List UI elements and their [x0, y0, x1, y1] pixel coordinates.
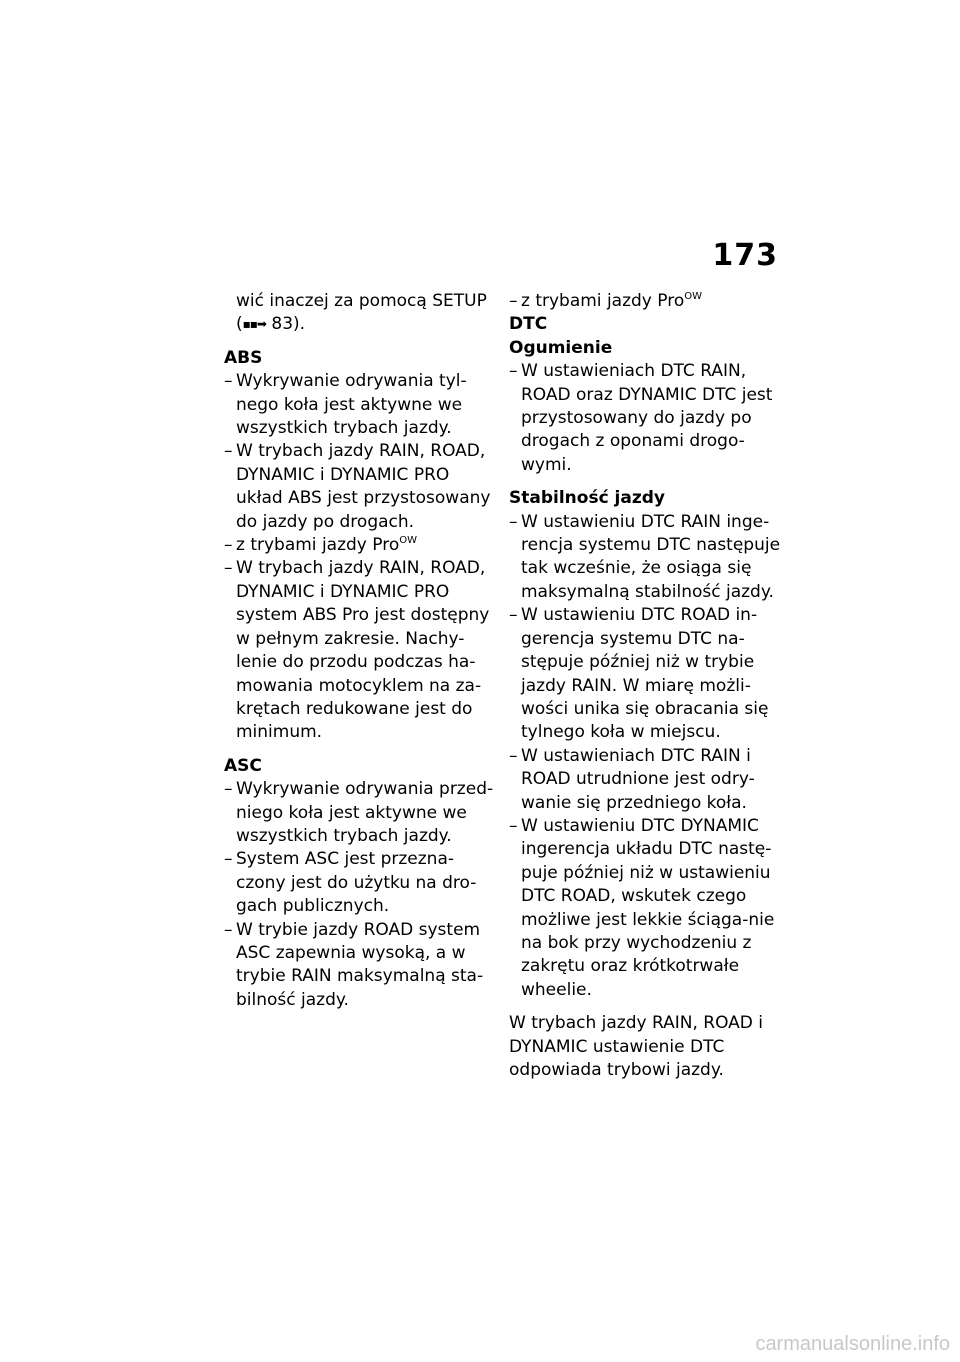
asc-heading: ASC	[224, 755, 262, 776]
watermark: carmanualsonline.info	[755, 1333, 950, 1355]
intro-line-2	[224, 313, 494, 336]
left-column	[224, 290, 494, 1012]
abs-pro-sup: OW	[399, 535, 417, 547]
abs-pro-condition	[224, 534, 494, 557]
dtc-pro-list	[509, 290, 781, 313]
abs-pro-list	[224, 534, 494, 745]
list-item: – W trybach jazdy RAIN, ROAD, DYNAMIC i DYNAMIC PRO system ABS Pro jest dostępny w pełnym zakresie. Nachy-lenie do przodu podczas ha-mowania motocyklem na za-krętach redukowane jest do minimum.	[224, 557, 494, 744]
stability-list	[509, 511, 781, 1003]
list-item: – W trybie jazdy ROAD system ASC zapewnia wysoką, a w trybie RAIN maksymalną sta-bilność jazdy.	[224, 919, 494, 1013]
dtc-heading: DTC	[509, 314, 548, 335]
list-item: – Wykrywanie odrywania tyl-nego koła jest aktywne we wszystkich trybach jazdy.	[224, 370, 494, 440]
list-item: – W ustawieniach DTC RAIN, ROAD oraz DYNAMIC DTC jest przystosowany do jazdy po drogach z oponami drogo-wymi.	[509, 360, 781, 477]
dtc-pro-sup: OW	[684, 291, 702, 302]
abs-heading: ABS	[224, 347, 263, 368]
tyres-heading: Ogumienie	[509, 337, 613, 358]
list-item: – W trybach jazdy RAIN, ROAD, DYNAMIC i DYNAMIC PRO układ ABS jest przystosowany do jazdy po drogach.	[224, 440, 494, 534]
dtc-pro-condition	[509, 290, 781, 313]
page-reference-arrow-icon: ▪▪➡	[242, 317, 266, 332]
asc-list	[224, 778, 494, 1012]
abs-list	[224, 370, 494, 534]
page-number: 173	[712, 238, 778, 273]
intro-open-paren: (	[236, 314, 243, 335]
list-item: – W ustawieniach DTC RAIN i ROAD utrudnione jest odry-wanie się przedniego koła.	[509, 745, 781, 815]
stability-heading: Stabilność jazdy	[509, 488, 666, 509]
list-item: – W ustawieniu DTC ROAD in-gerencja systemu DTC na-stępuje później niż w trybie jazdy RAIN. W miarę możli-wości unika się obracania się tylnego koła w miejscu.	[509, 604, 781, 744]
intro-page-ref[interactable]: 83).	[271, 314, 306, 335]
closing-paragraph: W trybach jazdy RAIN, ROAD i DYNAMIC ustawienie DTC odpowiada trybowi jazdy.	[509, 1013, 764, 1080]
intro-line-1: wić inaczej za pomocą SETUP	[236, 291, 487, 311]
list-item: – System ASC jest przezna-czony jest do użytku na dro-gach publicznych.	[224, 848, 494, 918]
list-item: – W ustawieniu DTC DYNAMIC ingerencja układu DTC nastę-puje później niż w ustawieniu DTC ROAD, wskutek czego możliwe jest lekkie ściąga-nie na bok przy wychodzeniu z zakrętu oraz krótkotrwałe wheelie.	[509, 815, 781, 1002]
right-column	[509, 290, 781, 1082]
list-item: – W ustawieniu DTC RAIN inge-rencja systemu DTC następuje tak wcześnie, że osiąga się maksymalną stabilność jazdy.	[509, 511, 781, 605]
abs-pro-prefix: z trybami jazdy Pro	[236, 535, 400, 556]
dtc-pro-prefix: z trybami jazdy Pro	[521, 291, 685, 311]
list-item: – Wykrywanie odrywania przed-niego koła jest aktywne we wszystkich trybach jazdy.	[224, 778, 494, 848]
tyres-list	[509, 360, 781, 477]
